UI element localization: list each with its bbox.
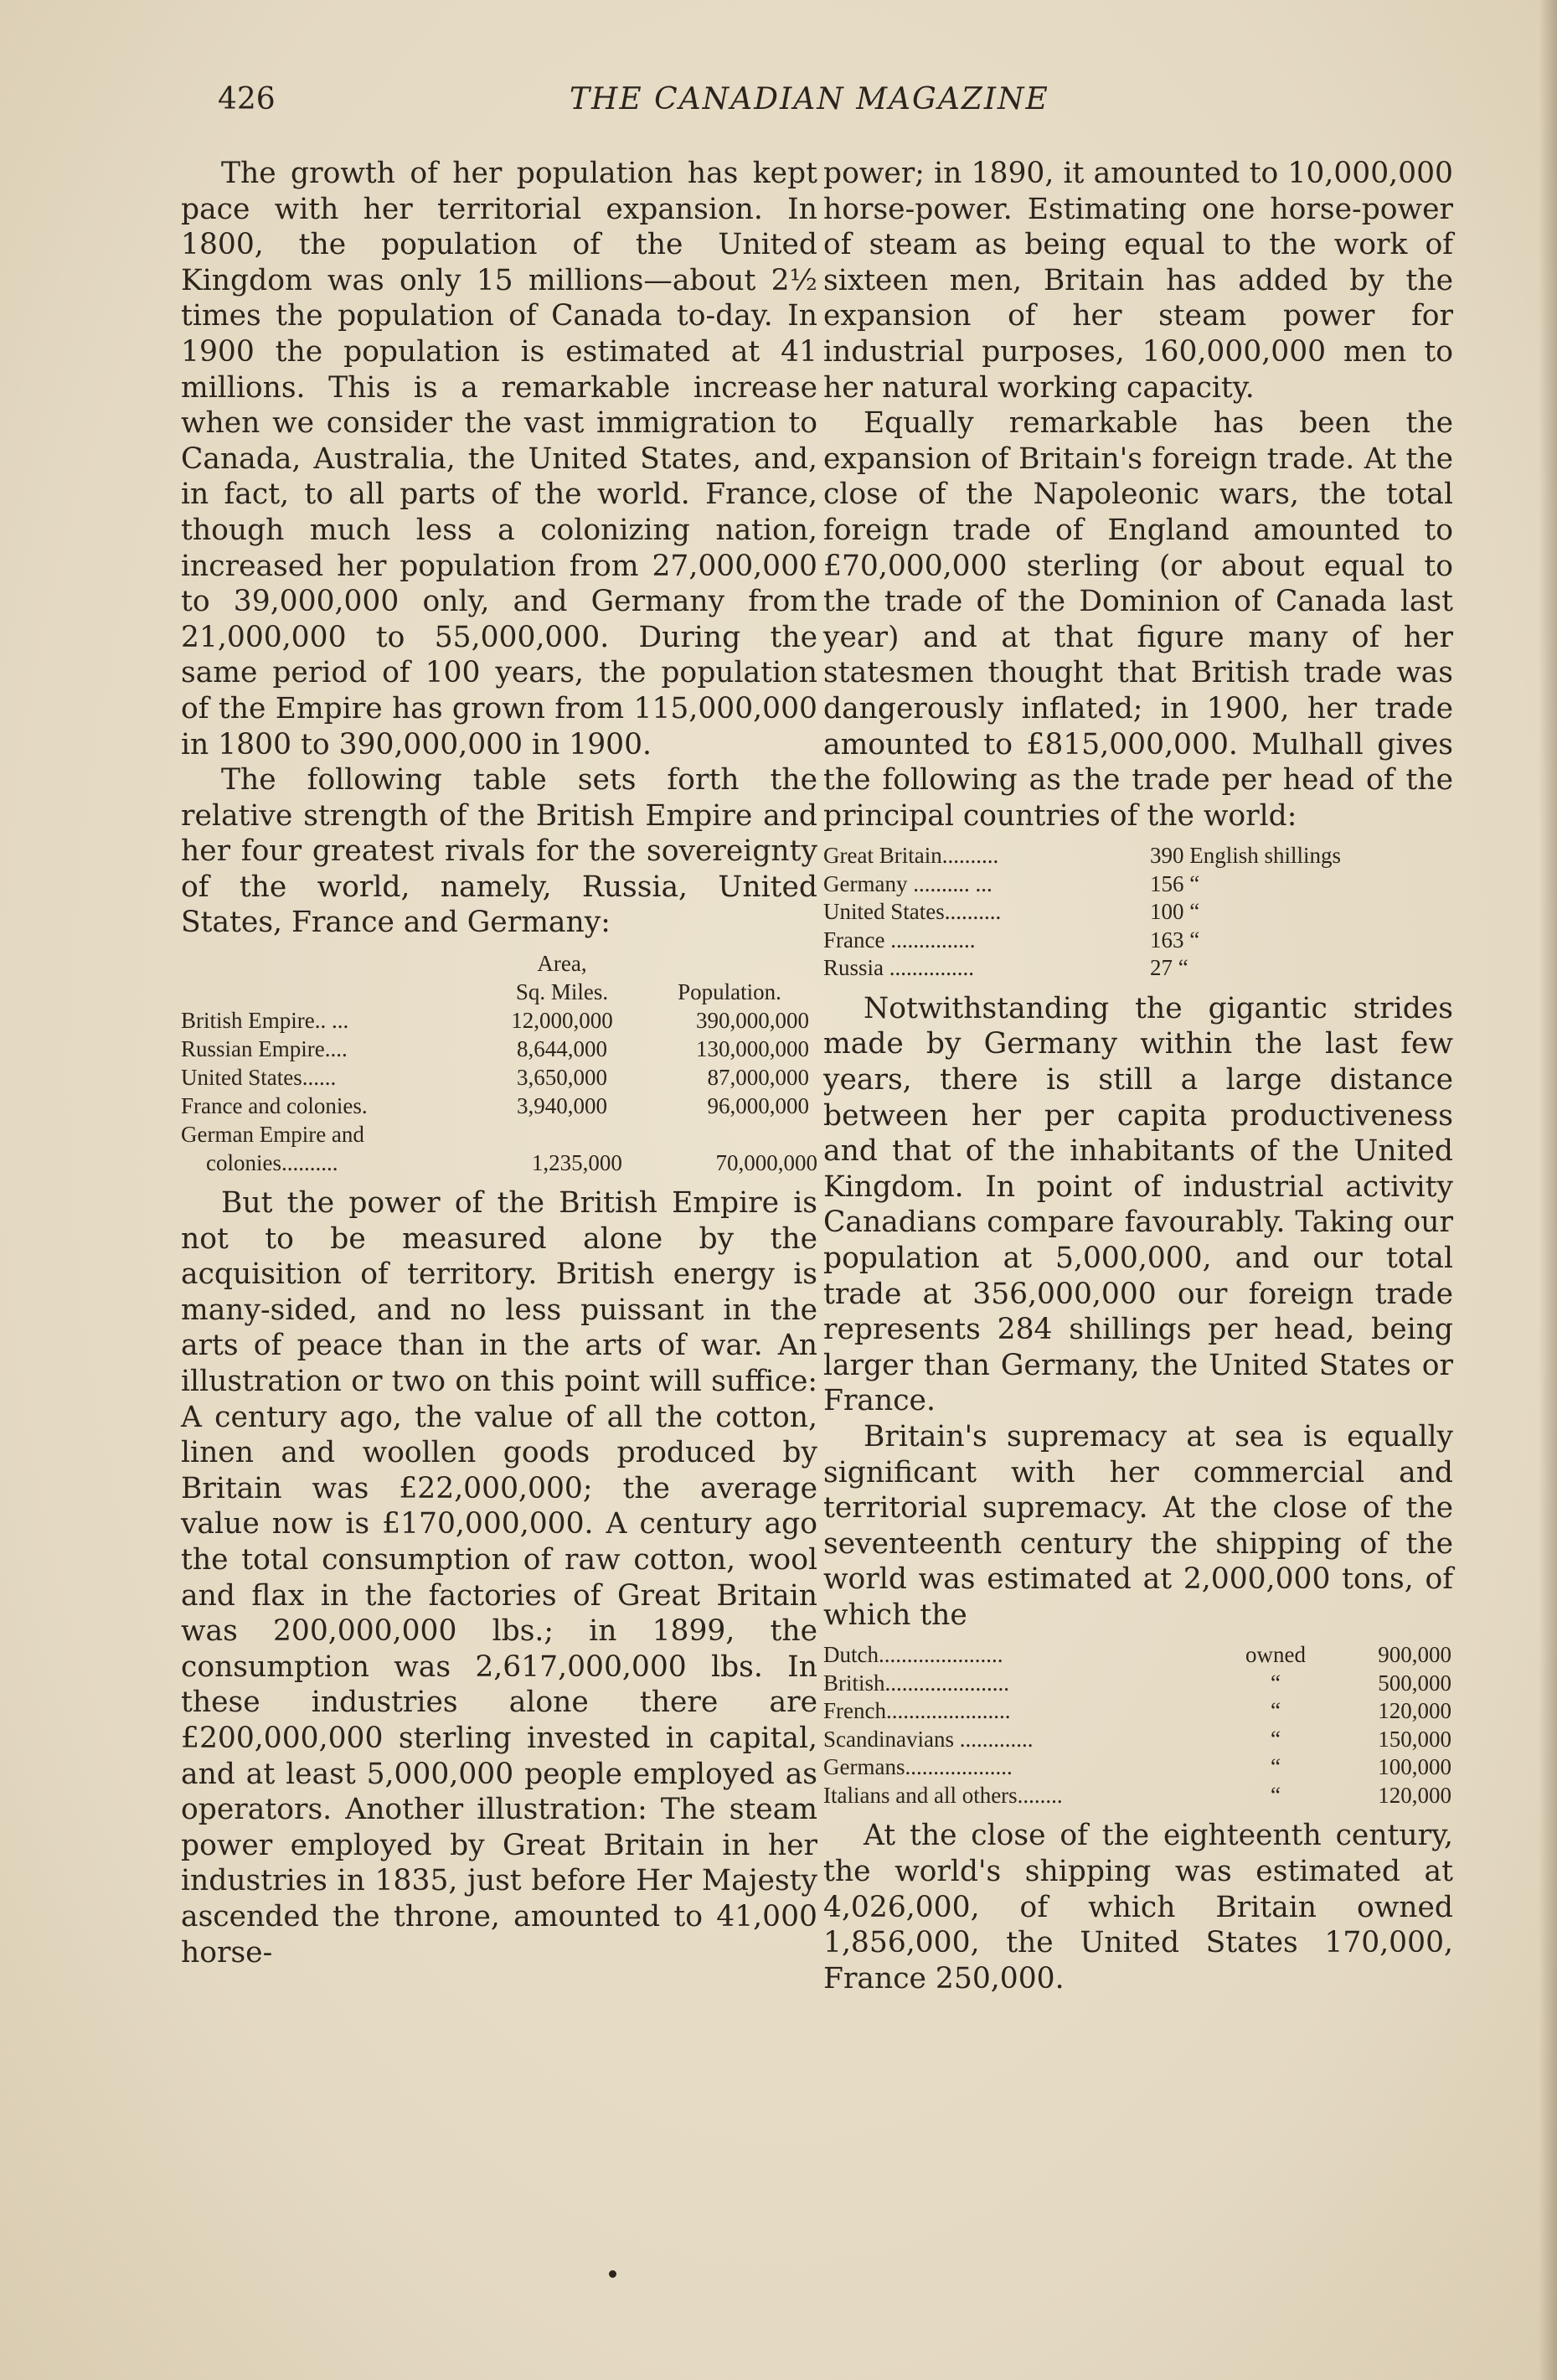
table-row	[823, 1753, 1453, 1782]
row-value: 900,000	[1378, 1642, 1451, 1668]
row-area: 8,644,000	[517, 1036, 607, 1062]
table-row	[823, 870, 1453, 899]
header-area-line2: Sq. Miles.	[515, 979, 609, 1005]
row-owned: “	[1271, 1726, 1281, 1752]
table-header	[181, 949, 817, 978]
header-population: Population.	[678, 979, 781, 1005]
table-row	[823, 1697, 1453, 1726]
row-label: German Empire and	[181, 1122, 364, 1148]
page-header	[218, 82, 1441, 124]
table-row	[823, 1641, 1453, 1670]
row-value: 100 “	[1150, 899, 1200, 925]
row-label: United States......	[181, 1065, 337, 1091]
row-owned: “	[1271, 1782, 1281, 1808]
left-column	[181, 156, 817, 1970]
row-value: 156 “	[1150, 870, 1200, 896]
trade-per-head-table	[823, 842, 1453, 983]
row-label: France and colonies.	[181, 1093, 368, 1119]
row-label: Great Britain..........	[823, 843, 999, 869]
table-row	[823, 1726, 1453, 1754]
paragraph-eighteenth-century-shipping: At the close of the eighteenth century, the world's shipping was estimated at 4,026,000, of which Britain owned 1,856,000, the United States 170,000, France 250,000.	[823, 1819, 1453, 1995]
table-row	[823, 842, 1453, 870]
row-population: 70,000,000	[715, 1150, 818, 1176]
row-label: Russia ...............	[823, 955, 975, 981]
row-value: 100,000	[1378, 1754, 1451, 1780]
row-area: 1,235,000	[531, 1150, 622, 1176]
row-value: 150,000	[1378, 1726, 1451, 1752]
page-edge-shadow	[1539, 0, 1557, 2380]
right-column	[823, 156, 1453, 1996]
row-label: colonies..........	[206, 1150, 338, 1176]
table-row	[181, 1006, 817, 1035]
paragraph-foreign-trade: Equally remarkable has been the expansion of Britain's foreign trade. At the close of the Napoleonic wars, the total foreign trade of England amounted to £70,000,000 sterling (or about equal to the trade of the Dominion of Canada last year) and at that figure many of her statesmen thought that British trade was dangerously inflated; in 1900, her trade amounted to £815,000,000. Mulhall gives the following as the trade per head of the principal countries of the world:	[823, 406, 1453, 833]
row-area: 3,650,000	[517, 1065, 607, 1091]
row-label: British......................	[823, 1670, 1010, 1696]
row-area: 3,940,000	[517, 1093, 607, 1119]
row-value: 120,000	[1378, 1698, 1451, 1724]
row-value: 163 “	[1150, 927, 1200, 953]
paragraph-productiveness: Notwithstanding the gigantic strides made by Germany within the last few years, there is still a large distance between her per capita productiveness and that of the inhabitants of the United Kingdom. In point of industrial activity Canadians compare favourably. Taking our population at 5,000,000, and our total trade at 356,000,000 our foreign trade represents 284 shillings per head, being larger than Germany, the United States or France.	[823, 991, 1453, 1418]
table-row	[181, 1149, 817, 1177]
table-row	[823, 1782, 1453, 1810]
table-row	[823, 898, 1453, 927]
row-label: United States..........	[823, 899, 1002, 925]
page-number: 426	[218, 82, 276, 116]
header-area-line1: Area,	[537, 951, 587, 977]
row-label: French......................	[823, 1698, 1011, 1724]
row-owned: “	[1271, 1698, 1281, 1724]
row-owned: “	[1271, 1754, 1281, 1780]
table-row	[181, 1035, 817, 1063]
running-title: THE CANADIAN MAGAZINE	[570, 82, 1049, 116]
table-row	[823, 954, 1453, 983]
row-label: British Empire.. ...	[181, 1008, 349, 1034]
row-value: 27 “	[1150, 955, 1188, 981]
page-dot-mark	[609, 2270, 616, 2278]
row-area	[474, 1120, 650, 1149]
row-label: Germany .......... ...	[823, 870, 992, 896]
shipping-table	[823, 1641, 1453, 1810]
table-row	[181, 1120, 817, 1149]
row-value: 500,000	[1378, 1670, 1451, 1696]
table-row	[823, 1670, 1453, 1698]
row-value: 390 English shillings	[1150, 843, 1342, 869]
table-header-2	[181, 978, 817, 1006]
row-label: Russian Empire....	[181, 1036, 348, 1062]
paragraph-population-growth: The growth of her population has kept pace with her territorial expansion. In 1800, the population of the United Kingdom was only 15 millions—about 2½ times the population of Canada to-day. In 1900 the population is estimated at 41 millions. This is a remarkable increase when we consider the vast immigration to Canada, Australia, the United States, and, in fact, to all parts of the world. France, though much less a colonizing nation, increased her population from 27,000,000 to 39,000,000 only, and Germany from 21,000,000 to 55,000,000. During the same period of 100 years, the population of the Empire has grown from 115,000,000 in 1800 to 390,000,000 in 1900.	[181, 157, 817, 761]
paragraph-table-intro: The following table sets forth the relative strength of the British Empire and her four greatest rivals for the sovereignty of the world, namely, Russia, United States, France and Germany:	[181, 763, 817, 940]
row-label: Scandinavians .............	[823, 1726, 1034, 1752]
table-row	[181, 1063, 817, 1092]
row-label: France ...............	[823, 927, 976, 953]
row-population: 390,000,000	[696, 1008, 809, 1034]
empire-comparison-table	[181, 949, 817, 1177]
paragraph-british-power: But the power of the British Empire is not to be measured alone by the acquisition of territory. British energy is many-sided, and no less puissant in the arts of peace than in the arts of war. An illustration or two on this point will suffice: A century ago, the value of all the cotton, linen and woollen goods produced by Britain was £22,000,000; the average value now is £170,000,000. A century ago the total consumption of raw cotton, wool and flax in the factories of Great Britain was 200,000,000 lbs.; in 1899, the consumption was 2,617,000,000 lbs. In these industries alone there are £200,000,000 sterling invested in capital, and at least 5,000,000 people employed as operators. Another illustration: The steam power employed by Great Britain in her industries in 1835, just before Her Majesty ascended the throne, amounted to 41,000 horse-	[181, 1186, 817, 1970]
row-population: 87,000,000	[707, 1065, 809, 1091]
paragraph-steam-power: power; in 1890, it amounted to 10,000,000 horse-power. Estimating one horse-power of steam as being equal to the work of sixteen men, Britain has added by the expansion of her steam power for industrial purposes, 160,000,000 men to her natural working capacity.	[823, 157, 1453, 405]
row-label: Germans...................	[823, 1754, 1013, 1780]
table-row	[823, 927, 1453, 955]
row-population: 96,000,000	[707, 1093, 809, 1119]
row-label: Dutch......................	[823, 1642, 1003, 1668]
paragraph-sea-supremacy: Britain's supremacy at sea is equally significant with her commercial and territorial supremacy. At the close of the seventeenth century the shipping of the world was estimated at 2,000,000 tons, of which the	[823, 1419, 1453, 1632]
row-owned: “	[1271, 1670, 1281, 1696]
row-value: 120,000	[1378, 1782, 1451, 1808]
row-population: 130,000,000	[696, 1036, 809, 1062]
table-row	[181, 1092, 817, 1120]
row-population	[650, 1120, 809, 1149]
row-label: Italians and all others........	[823, 1782, 1063, 1808]
row-owned: owned	[1245, 1642, 1306, 1668]
row-area: 12,000,000	[511, 1008, 613, 1034]
